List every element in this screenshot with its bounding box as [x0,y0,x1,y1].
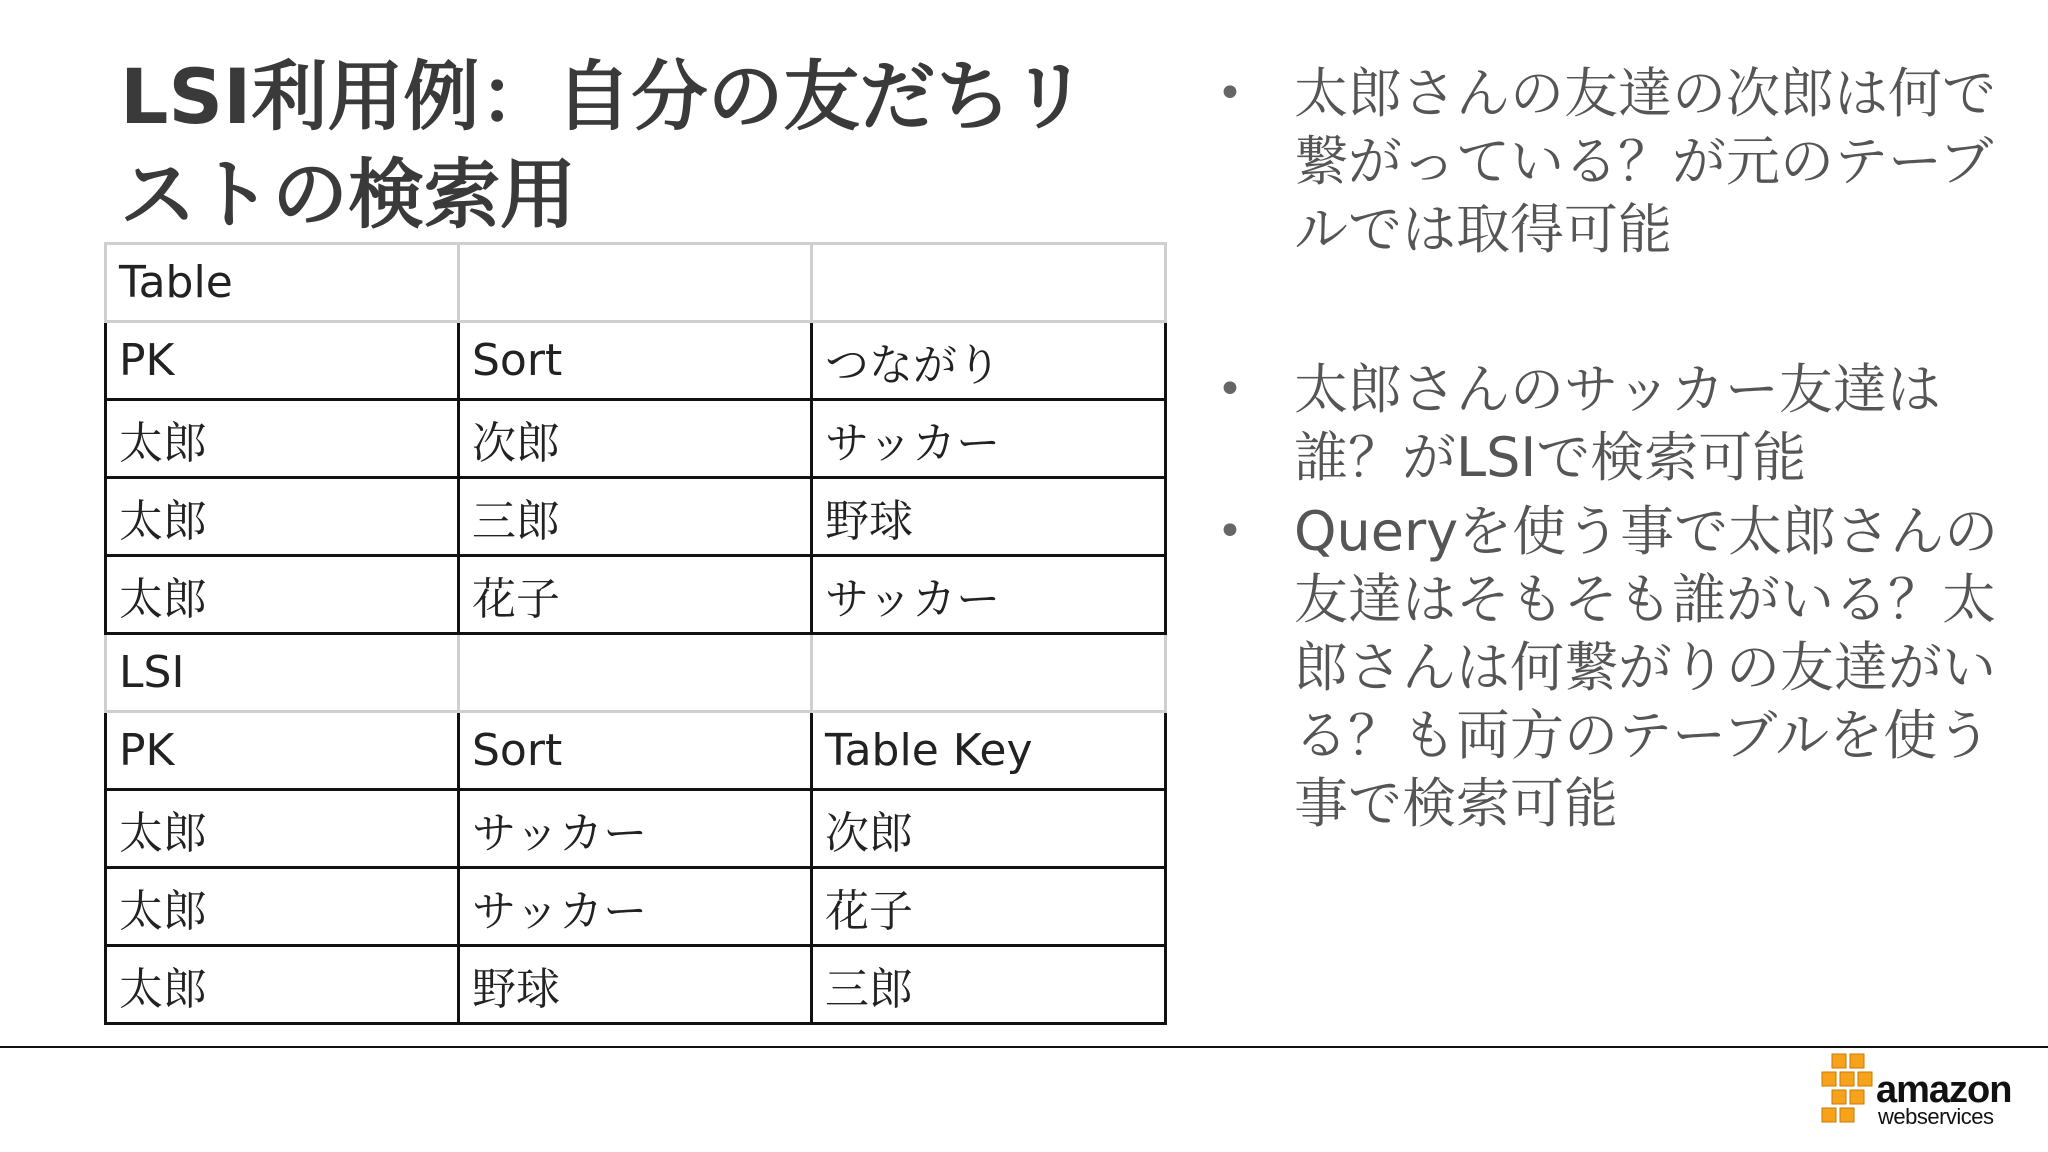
table-cell: PK [106,712,459,790]
bullet-text: 太郎さんの友達の次郎は何で繋がっている？が元のテーブルでは取得可能 [1294,62,1996,261]
table-cell: 太郎 [106,790,459,868]
table-cell: 次郎 [459,400,812,478]
table-cell: 太郎 [106,868,459,946]
aws-cubes-icon [1816,1052,1876,1132]
table-cell: 次郎 [812,790,1166,868]
table-cell: Table Key [812,712,1166,790]
table-cell: サッカー [812,400,1166,478]
table-cell [812,634,1166,712]
slide-title: LSI利用例：自分の友だちリストの検索用 [120,52,1088,239]
table-cell: つながり [812,322,1166,400]
table-cell: Sort [459,322,812,400]
table-row [106,478,1166,556]
bullet-text: 太郎さんのサッカー友達は誰？がLSIで検索可能 [1294,358,1941,489]
logo-subtitle: webservices [1878,1104,1994,1129]
table-cell: 太郎 [106,946,459,1024]
table-cell: 三郎 [812,946,1166,1024]
table-cell: PK [106,322,459,400]
table-cell: 太郎 [106,556,459,634]
bullet-list [1210,60,2030,838]
table-row [106,556,1166,634]
table-row [106,868,1166,946]
table-cell: 太郎 [106,400,459,478]
table-cell: 花子 [812,868,1166,946]
table-cell: 太郎 [106,478,459,556]
table-cell: Sort [459,712,812,790]
table-row [106,790,1166,868]
table-body [106,244,1166,1024]
bullet-marker: • [1217,364,1243,415]
bullet-text: Queryを使う事で太郎さんの友達はそもそも誰がいる？太郎さんは何繋がりの友達がいる？も両方のテーブルを使う事で検索可能 [1294,500,1999,835]
table-cell [812,244,1166,322]
table-section-header-row [106,634,1166,712]
table-section-header-row [106,244,1166,322]
table-cell: サッカー [459,790,812,868]
bullet-item [1210,356,2030,492]
table-cell: LSI [106,634,459,712]
bullet-item [1210,60,2030,264]
table-row [106,946,1166,1024]
logo-wordmark: amazon [1876,1069,2012,1111]
table-cell: サッカー [812,556,1166,634]
bullet-marker: • [1217,68,1243,119]
table-row [106,712,1166,790]
friends-table [104,242,1164,1025]
table-cell: Table [106,244,459,322]
table-row [106,322,1166,400]
bullet-item [1210,498,2030,838]
aws-logo [1816,1052,2016,1132]
footer-divider [0,1046,2048,1048]
bullet-marker: • [1217,506,1243,557]
table-row [106,400,1166,478]
table-cell [459,244,812,322]
table-cell: 花子 [459,556,812,634]
lsi-table [104,242,1167,1025]
table-cell: 三郎 [459,478,812,556]
table-cell [459,634,812,712]
table-cell: 野球 [812,478,1166,556]
table-cell: 野球 [459,946,812,1024]
table-cell: サッカー [459,868,812,946]
